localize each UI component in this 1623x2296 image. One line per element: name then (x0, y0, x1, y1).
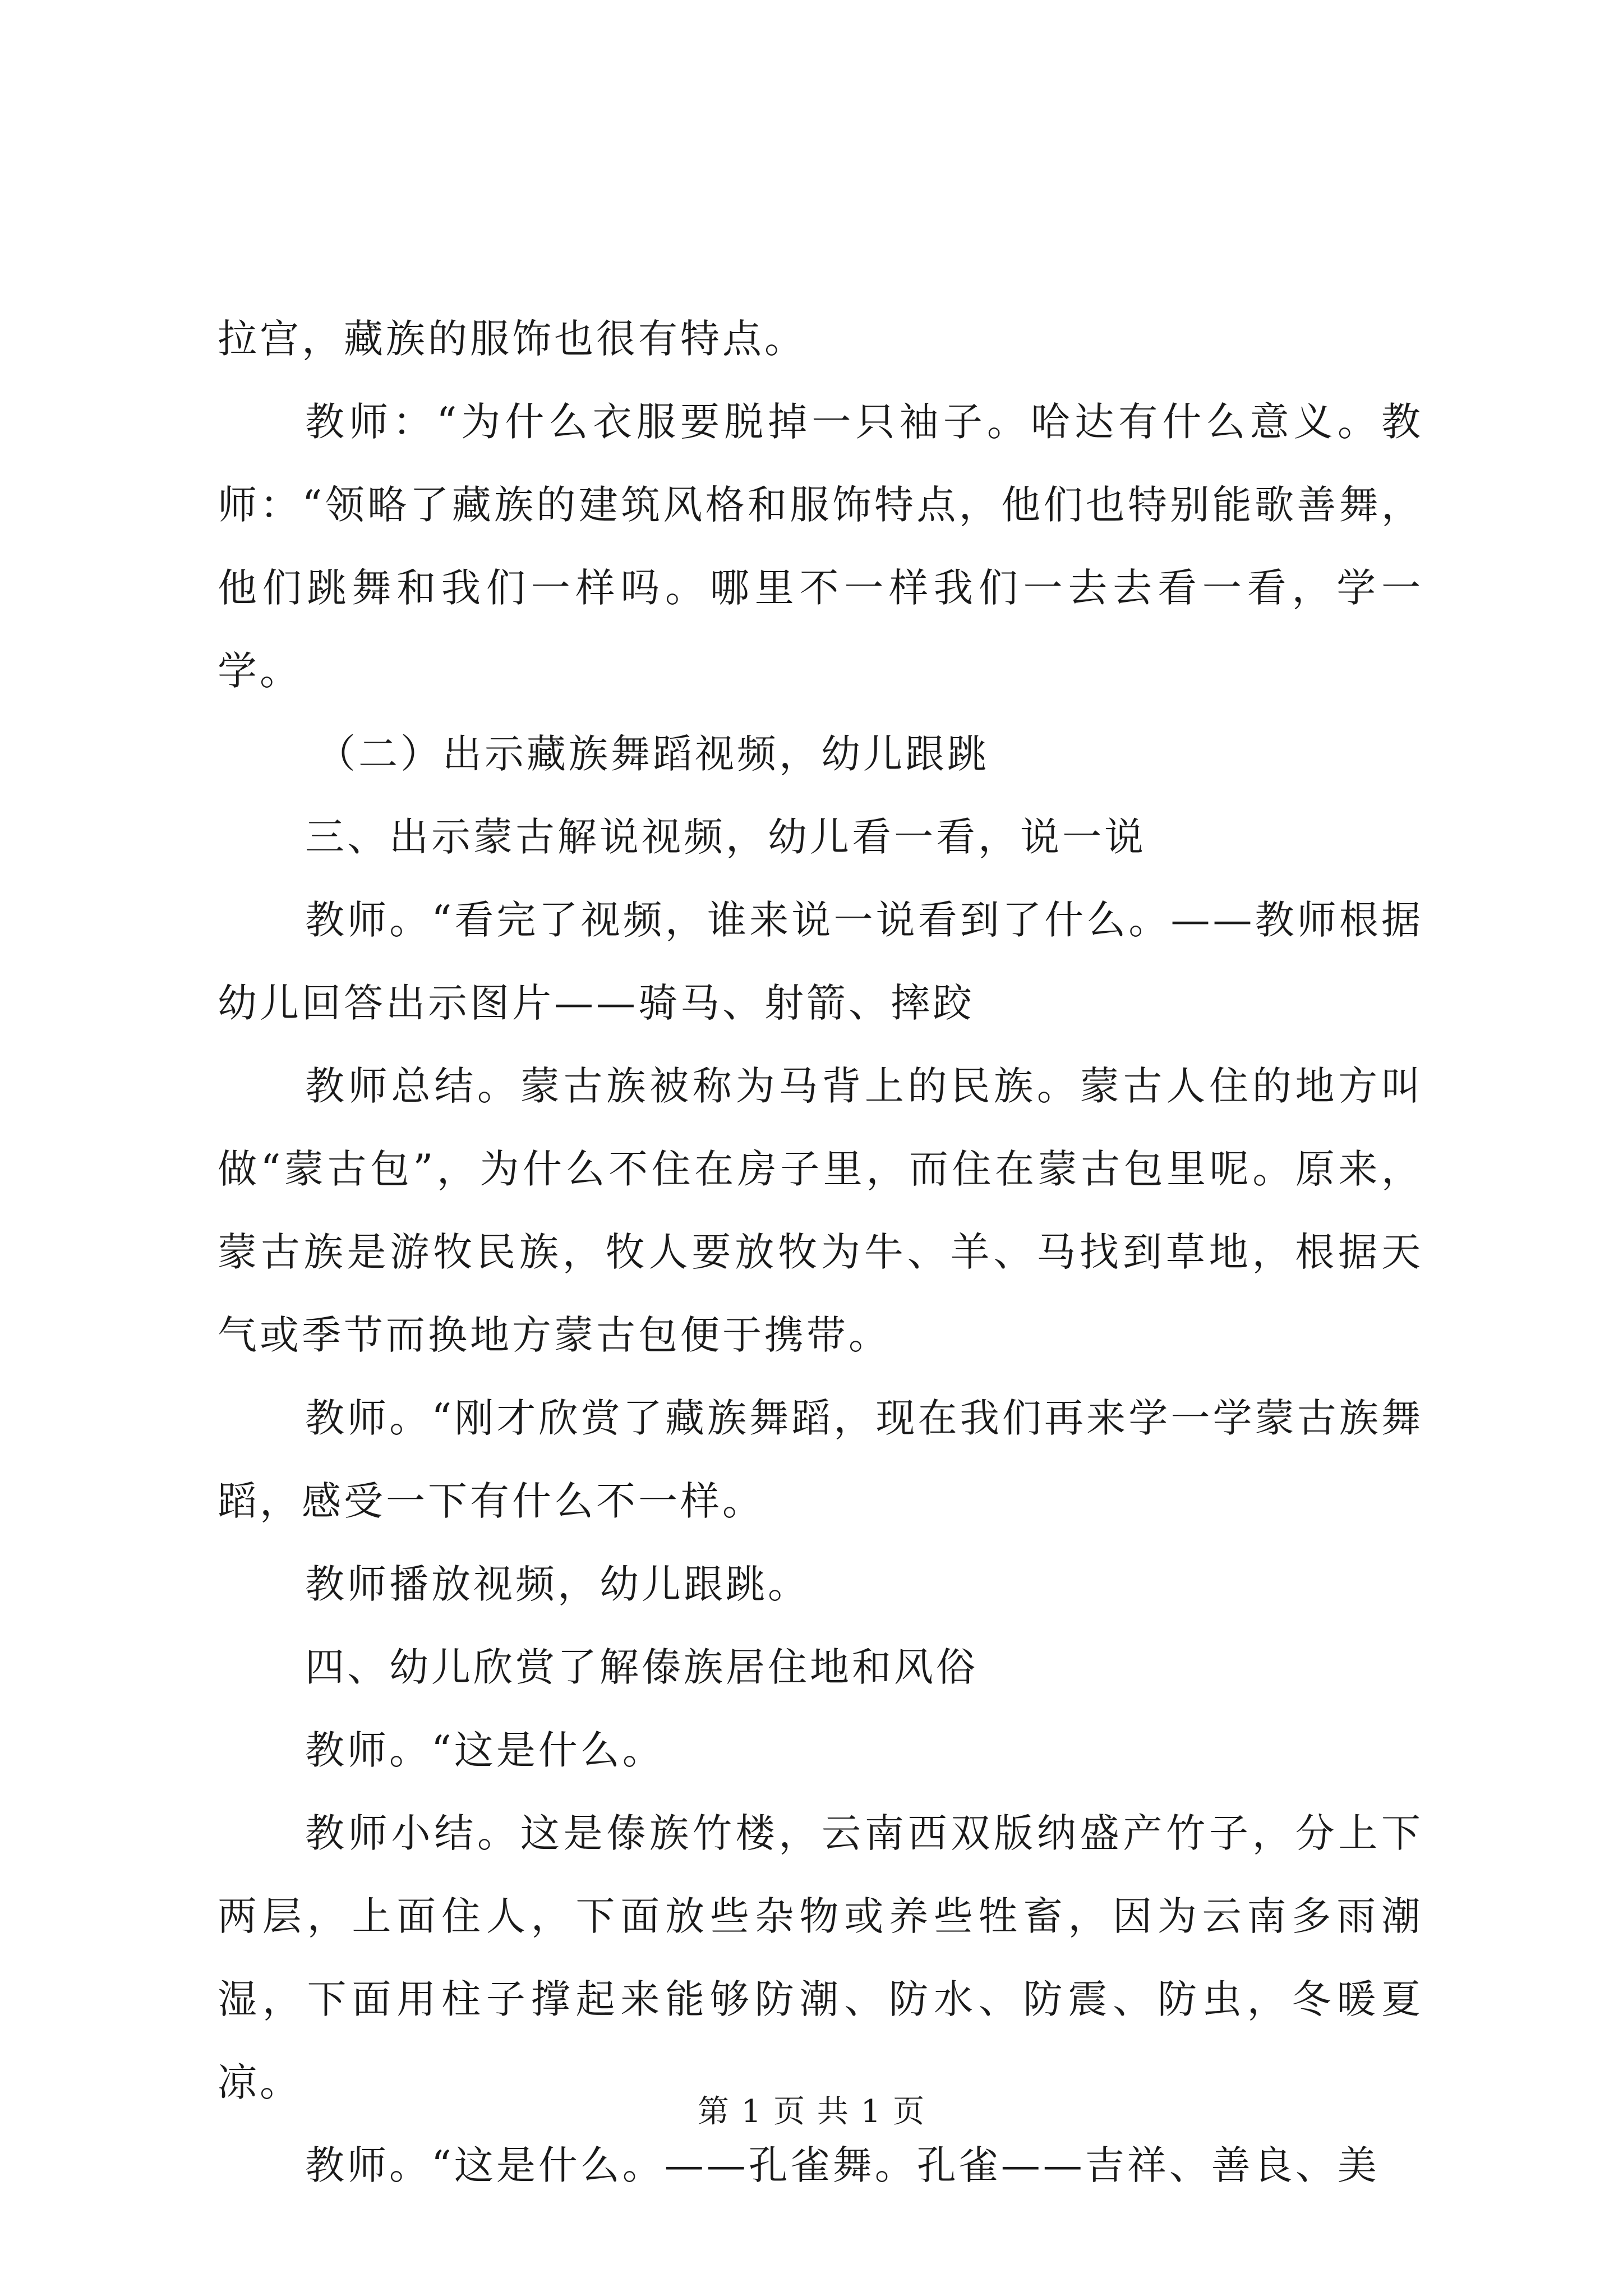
page-footer: 第 1 页 共 1 页 (697, 2093, 926, 2130)
paragraph: 教师播放视频，幼儿跟跳。 (305, 1561, 810, 1607)
paragraph: 教师：“为什么衣服要脱掉一只袖子。哈达有什么意义。教师：“领略了藏族的建筑风格和服饰特点，他们也特别能歌善舞，他们跳舞和我们一样吗。哪里不一样我们一去去看一看，学一学。 (218, 399, 1423, 694)
paragraph: 四、幼儿欣赏了解傣族居住地和风俗 (305, 1644, 978, 1690)
paragraph: （二）出示藏族舞蹈视频，幼儿跟跳 (316, 731, 989, 777)
paragraph: 拉宫，藏族的服饰也很有特点。 (218, 316, 806, 362)
paragraph: 教师总结。蒙古族被称为马背上的民族。蒙古人住的地方叫做“蒙古包”，为什么不住在房子里，而住在蒙古包里呢。原来，蒙古族是游牧民族，牧人要放牧为牛、羊、马找到草地，根据天气或季节而换地方蒙古包便于携带。 (218, 1063, 1423, 1358)
paragraph: 教师小结。这是傣族竹楼，云南西双版纳盛产竹子，分上下两层，上面住人，下面放些杂物或养些牲畜，因为云南多雨潮湿，下面用柱子撑起来能够防潮、防水、防震、防虫，冬暖夏凉。 (218, 1810, 1423, 2105)
paragraph: 教师。“这是什么。 (305, 1727, 665, 1773)
paragraph: 教师。“刚才欣赏了藏族舞蹈，现在我们再来学一学蒙古族舞蹈，感受一下有什么不一样。 (218, 1395, 1423, 1524)
document-body (218, 297, 1423, 2207)
paragraph: 教师。“这是什么。——孔雀舞。孔雀——吉祥、善良、美 (305, 2142, 1380, 2188)
paragraph: 三、出示蒙古解说视频，幼儿看一看，说一说 (305, 814, 1146, 860)
paragraph: 教师。“看完了视频，谁来说一说看到了什么。——教师根据幼儿回答出示图片——骑马、射箭、摔跤 (218, 897, 1423, 1026)
